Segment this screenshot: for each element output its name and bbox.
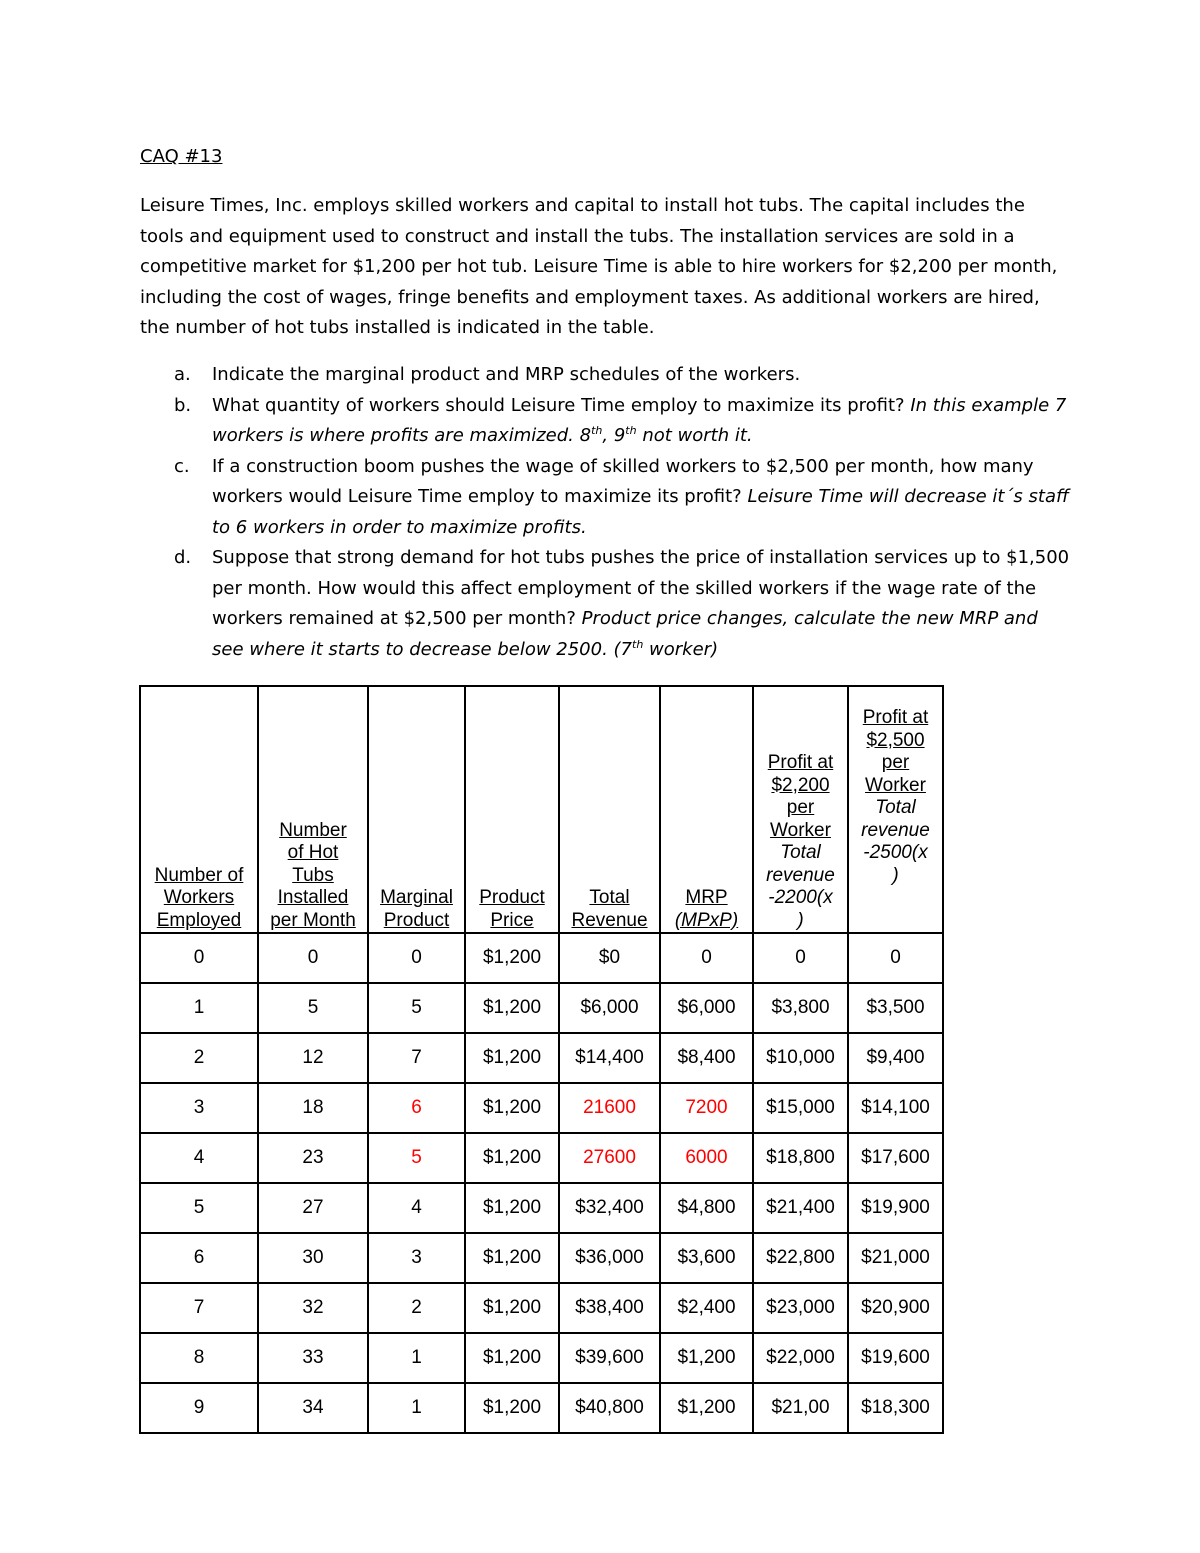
cell-mrp: 0 [660, 933, 753, 983]
cell-workers: 1 [140, 983, 258, 1033]
question-c-answer: Leisure Time will decrease it´s staff to 6 workers in order to maximize profits. [212, 486, 1069, 538]
cell-workers: 6 [140, 1233, 258, 1283]
question-d-text: Suppose that strong demand for hot tubs pushes the price of installation services up to $1,500 per month. How would this affect employment of the skilled workers if the wage rate of the workers remained at $2,500 per month? [212, 547, 1070, 629]
cell-p2200: $22,000 [753, 1333, 848, 1383]
cell-p2500: 0 [848, 933, 943, 983]
cell-p2200: $10,000 [753, 1033, 848, 1083]
cell-mp: 4 [368, 1183, 465, 1233]
table-body [140, 933, 943, 1433]
table-row [140, 1033, 943, 1083]
cell-mrp: 6000 [660, 1133, 753, 1183]
cell-p2500: $21,000 [848, 1233, 943, 1283]
cell-p2200: $21,00 [753, 1383, 848, 1433]
cell-price: $1,200 [465, 1133, 559, 1183]
cell-workers: 8 [140, 1333, 258, 1383]
cell-p2200: 0 [753, 933, 848, 983]
cell-tubs: 32 [258, 1283, 368, 1333]
table-row [140, 983, 943, 1033]
cell-mrp: $1,200 [660, 1383, 753, 1433]
cell-mp: 0 [368, 933, 465, 983]
cell-mp: 5 [368, 1133, 465, 1183]
cell-p2500: $14,100 [848, 1083, 943, 1133]
cell-p2500: $18,300 [848, 1383, 943, 1433]
cell-mp: 1 [368, 1333, 465, 1383]
cell-tubs: 33 [258, 1333, 368, 1383]
cell-tr: $39,600 [559, 1333, 660, 1383]
cell-mrp: $3,600 [660, 1233, 753, 1283]
cell-workers: 7 [140, 1283, 258, 1333]
cell-workers: 2 [140, 1033, 258, 1083]
cell-price: $1,200 [465, 1033, 559, 1083]
cell-tr: $0 [559, 933, 660, 983]
question-b-text: What quantity of workers should Leisure Time employ to maximize its profit? [212, 394, 905, 416]
header-profit-2500: Profit at $2,500 per Worker Total revenue -2500(x ) [848, 686, 943, 933]
cell-p2500: $20,900 [848, 1283, 943, 1333]
question-a: a. Indicate the marginal product and MRP schedules of the workers. [174, 364, 801, 385]
cell-p2500: $3,500 [848, 983, 943, 1033]
cell-tubs: 27 [258, 1183, 368, 1233]
cell-workers: 9 [140, 1383, 258, 1433]
header-mrp: MRP (MPxP) [660, 686, 753, 933]
cell-p2500: $19,600 [848, 1333, 943, 1383]
cell-tubs: 23 [258, 1133, 368, 1183]
question-d: d. Suppose that strong demand for hot tubs pushes the price of installation services up to $1,500 per month. How would this affect employment of the skilled workers if the wage rate of the workers remained at $2,500 per month? Product price changes, calculate the new MRP and see where it starts to decrease below 2500. (7th worker) [174, 547, 1070, 660]
header-total-revenue: Total Revenue [559, 686, 660, 933]
table-row [140, 1383, 943, 1433]
table-row [140, 1233, 943, 1283]
table-row [140, 1133, 943, 1183]
cell-tr: $38,400 [559, 1283, 660, 1333]
table-header-row [140, 686, 943, 933]
header-product-price: Product Price [465, 686, 559, 933]
cell-price: $1,200 [465, 983, 559, 1033]
question-b-answer: In this example 7 workers is where profits are maximized. 8th, 9th not worth it. [212, 394, 1067, 446]
header-profit-2200: Profit at $2,200 per Worker Total revenue -2200(x ) [753, 686, 848, 933]
cell-tr: $36,000 [559, 1233, 660, 1283]
cell-mrp: $1,200 [660, 1333, 753, 1383]
table-row [140, 1183, 943, 1233]
cell-mrp: $4,800 [660, 1183, 753, 1233]
header-marginal-product: Marginal Product [368, 686, 465, 933]
header-tubs: Number of Hot Tubs Installed per Month [258, 686, 368, 933]
cell-workers: 5 [140, 1183, 258, 1233]
cell-tubs: 30 [258, 1233, 368, 1283]
cell-tr: $40,800 [559, 1383, 660, 1433]
assignment-title: CAQ #13 [140, 146, 223, 167]
table-row [140, 1083, 943, 1133]
cell-p2200: $15,000 [753, 1083, 848, 1133]
cell-tubs: 0 [258, 933, 368, 983]
cell-p2200: $21,400 [753, 1183, 848, 1233]
cell-price: $1,200 [465, 1183, 559, 1233]
question-c-text: If a construction boom pushes the wage of skilled workers to $2,500 per month, how many workers would Leisure Time employ to maximize its profit? [212, 455, 1034, 507]
cell-price: $1,200 [465, 1383, 559, 1433]
cell-tr: 21600 [559, 1083, 660, 1133]
cell-tr: $32,400 [559, 1183, 660, 1233]
question-a-text: Indicate the marginal product and MRP schedules of the workers. [212, 364, 801, 385]
cell-price: $1,200 [465, 1233, 559, 1283]
header-workers: Number of Workers Employed [140, 686, 258, 933]
cell-mrp: $8,400 [660, 1033, 753, 1083]
cell-mp: 5 [368, 983, 465, 1033]
question-d-answer: Product price changes, calculate the new MRP and see where it starts to decrease below 2500. (7th worker) [212, 608, 1038, 660]
cell-p2500: $17,600 [848, 1133, 943, 1183]
cell-p2200: $3,800 [753, 983, 848, 1033]
cell-mp: 7 [368, 1033, 465, 1083]
cell-workers: 3 [140, 1083, 258, 1133]
cell-p2200: $22,800 [753, 1233, 848, 1283]
cell-tr: $6,000 [559, 983, 660, 1033]
table-row [140, 1283, 943, 1333]
cell-mrp: $6,000 [660, 983, 753, 1033]
cell-price: $1,200 [465, 1333, 559, 1383]
cell-price: $1,200 [465, 1283, 559, 1333]
cell-tubs: 12 [258, 1033, 368, 1083]
cell-p2200: $23,000 [753, 1283, 848, 1333]
cell-price: $1,200 [465, 933, 559, 983]
cell-mp: 3 [368, 1233, 465, 1283]
cell-mp: 2 [368, 1283, 465, 1333]
cell-p2200: $18,800 [753, 1133, 848, 1183]
cell-mrp: 7200 [660, 1083, 753, 1133]
cell-tubs: 34 [258, 1383, 368, 1433]
cell-p2500: $19,900 [848, 1183, 943, 1233]
cell-mrp: $2,400 [660, 1283, 753, 1333]
table-row [140, 1333, 943, 1383]
question-list [140, 360, 1070, 665]
question-c: c. If a construction boom pushes the wage of skilled workers to $2,500 per month, how many workers would Leisure Time employ to maximize its profit? Leisure Time will decrease it´s staff to 6 workers in order to maximize profits. [174, 455, 1069, 538]
cell-mp: 1 [368, 1383, 465, 1433]
cell-mp: 6 [368, 1083, 465, 1133]
cell-workers: 0 [140, 933, 258, 983]
table-row [140, 933, 943, 983]
cell-tr: 27600 [559, 1133, 660, 1183]
intro-paragraph: Leisure Times, Inc. employs skilled workers and capital to install hot tubs. The capital includes the tools and equipment used to construct and install the tubs. The installation services are sold in a competitive market for $1,200 per hot tub. Leisure Time is able to hire workers for $2,200 per month, including the cost of wages, fringe benefits and employment taxes. As additional workers are hired, the number of hot tubs installed is indicated in the table. [140, 195, 1058, 338]
cell-price: $1,200 [465, 1083, 559, 1133]
cell-tr: $14,400 [559, 1033, 660, 1083]
cell-workers: 4 [140, 1133, 258, 1183]
cell-tubs: 5 [258, 983, 368, 1033]
cell-p2500: $9,400 [848, 1033, 943, 1083]
cell-tubs: 18 [258, 1083, 368, 1133]
question-b: b. What quantity of workers should Leisure Time employ to maximize its profit? In this example 7 workers is where profits are maximized. 8th, 9th not worth it. [174, 394, 1067, 446]
labor-data-table [139, 685, 944, 1434]
